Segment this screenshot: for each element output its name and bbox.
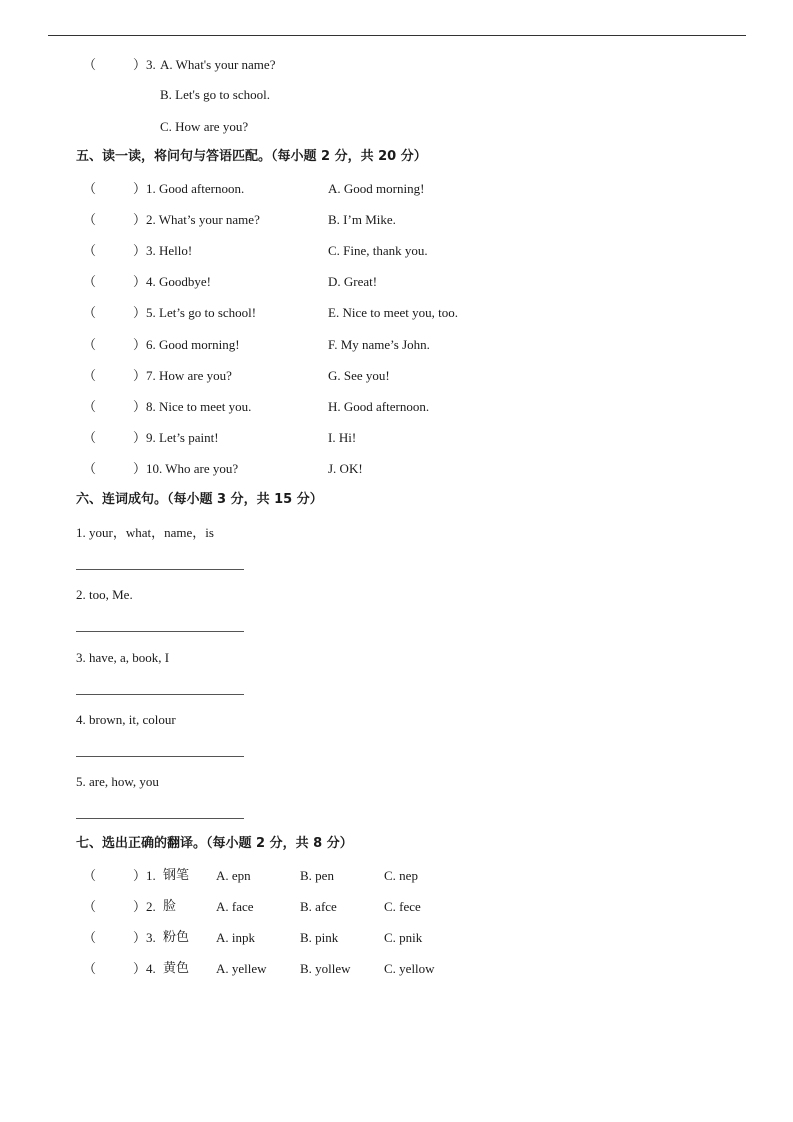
word-list: 5. are, how, you [76, 774, 159, 789]
question-text: 10. Who are you? [146, 461, 239, 476]
answer-bracket-close: ） [133, 212, 147, 227]
answer-bracket-open: （ [83, 243, 97, 258]
answer-bracket-open: （ [83, 212, 97, 227]
item-number: 4. [146, 961, 156, 976]
option-a: A. face [216, 899, 254, 914]
answer-bracket-close: ） [133, 868, 147, 883]
word-list: 3. have, a, book, I [76, 650, 170, 665]
option-a: A. epn [216, 868, 251, 883]
chinese-word: 黄色 [163, 961, 190, 976]
answer-bracket-close: ） [133, 337, 147, 352]
answer-bracket-close: ） [133, 243, 147, 258]
answer-text: B. I’m Mike. [328, 212, 396, 227]
answer-bracket-open: （ [83, 305, 97, 320]
word-list: 4. brown, it, colour [76, 712, 176, 727]
section7-heading: 七、选出正确的翻译。（每小题 2 分，共 8 分） [76, 836, 353, 851]
option-b: B. pink [300, 930, 339, 945]
answer-bracket-open: （ [83, 461, 97, 476]
answer-text: H. Good afternoon. [328, 399, 430, 414]
question-text: 9. Let’s paint! [146, 430, 219, 445]
answer-blank-line[interactable] [76, 569, 244, 570]
question-text: 3. Hello! [146, 243, 193, 258]
answer-bracket-open: （ [83, 399, 97, 414]
question-text: 2. What’s your name? [146, 212, 260, 227]
answer-text: I. Hi! [328, 430, 357, 445]
option-c: C. pnik [384, 930, 423, 945]
question-text: 7. How are you? [146, 368, 232, 383]
question-text: 8. Nice to meet you. [146, 399, 252, 414]
option-a: A. yellew [216, 961, 267, 976]
answer-bracket-close: ） [133, 899, 147, 914]
chinese-word: 粉色 [163, 930, 190, 945]
answer-text: J. OK! [328, 461, 363, 476]
answer-bracket-close: ） [133, 274, 147, 289]
option-b: B. Let's go to school. [160, 87, 270, 102]
answer-text: D. Great! [328, 274, 378, 289]
answer-bracket-open: （ [83, 368, 97, 383]
answer-bracket-open: （ [83, 337, 97, 352]
question-text: 5. Let’s go to school! [146, 305, 257, 320]
answer-bracket-close: ） [133, 430, 147, 445]
item-number: 3. [146, 930, 156, 945]
answer-bracket-open: （ [83, 430, 97, 445]
option-b: B. pen [300, 868, 334, 883]
word-list: 2. too, Me. [76, 587, 133, 602]
answer-bracket-open: （ [83, 181, 97, 196]
answer-bracket-close: ） [133, 181, 147, 196]
answer-text: E. Nice to meet you, too. [328, 305, 458, 320]
word-list: 1. your，what，name，is [76, 525, 214, 540]
section5-heading: 五、读一读，将问句与答语匹配。（每小题 2 分，共 20 分） [76, 149, 427, 164]
option-b: B. yollew [300, 961, 351, 976]
item-number: 2. [146, 899, 156, 914]
option-c: C. fece [384, 899, 421, 914]
answer-bracket-close: ） [133, 461, 147, 476]
option-c: C. yellow [384, 961, 435, 976]
answer-bracket-open: （ [83, 868, 97, 883]
answer-text: A. Good morning! [328, 181, 425, 196]
answer-bracket-close: ） [133, 399, 147, 414]
answer-blank-line[interactable] [76, 694, 244, 695]
section6-heading: 六、连词成句。（每小题 3 分，共 15 分） [76, 492, 323, 507]
answer-bracket-close: ） [133, 930, 147, 945]
option-a: A. What's your name? [160, 57, 276, 72]
answer-text: G. See you! [328, 368, 390, 383]
chinese-word: 钢笔 [163, 868, 190, 883]
answer-blank-line[interactable] [76, 631, 244, 632]
answer-bracket-open: （ [83, 930, 97, 945]
answer-bracket-open: （ [83, 57, 97, 72]
answer-bracket-close: ） [133, 57, 147, 72]
header-rule [48, 35, 746, 36]
option-c: C. nep [384, 868, 418, 883]
item-number: 3. [146, 57, 156, 72]
answer-blank-line[interactable] [76, 756, 244, 757]
answer-text: F. My name’s John. [328, 337, 430, 352]
option-b: B. afce [300, 899, 337, 914]
answer-bracket-open: （ [83, 274, 97, 289]
answer-bracket-open: （ [83, 899, 97, 914]
option-c: C. How are you? [160, 119, 249, 134]
question-text: 6. Good morning! [146, 337, 240, 352]
answer-bracket-close: ） [133, 305, 147, 320]
option-a: A. inpk [216, 930, 255, 945]
answer-bracket-close: ） [133, 368, 147, 383]
question-text: 1. Good afternoon. [146, 181, 245, 196]
answer-bracket-close: ） [133, 961, 147, 976]
chinese-word: 脸 [163, 899, 177, 914]
answer-blank-line[interactable] [76, 818, 244, 819]
question-text: 4. Goodbye! [146, 274, 211, 289]
item-number: 1. [146, 868, 156, 883]
answer-text: C. Fine, thank you. [328, 243, 428, 258]
answer-bracket-open: （ [83, 961, 97, 976]
